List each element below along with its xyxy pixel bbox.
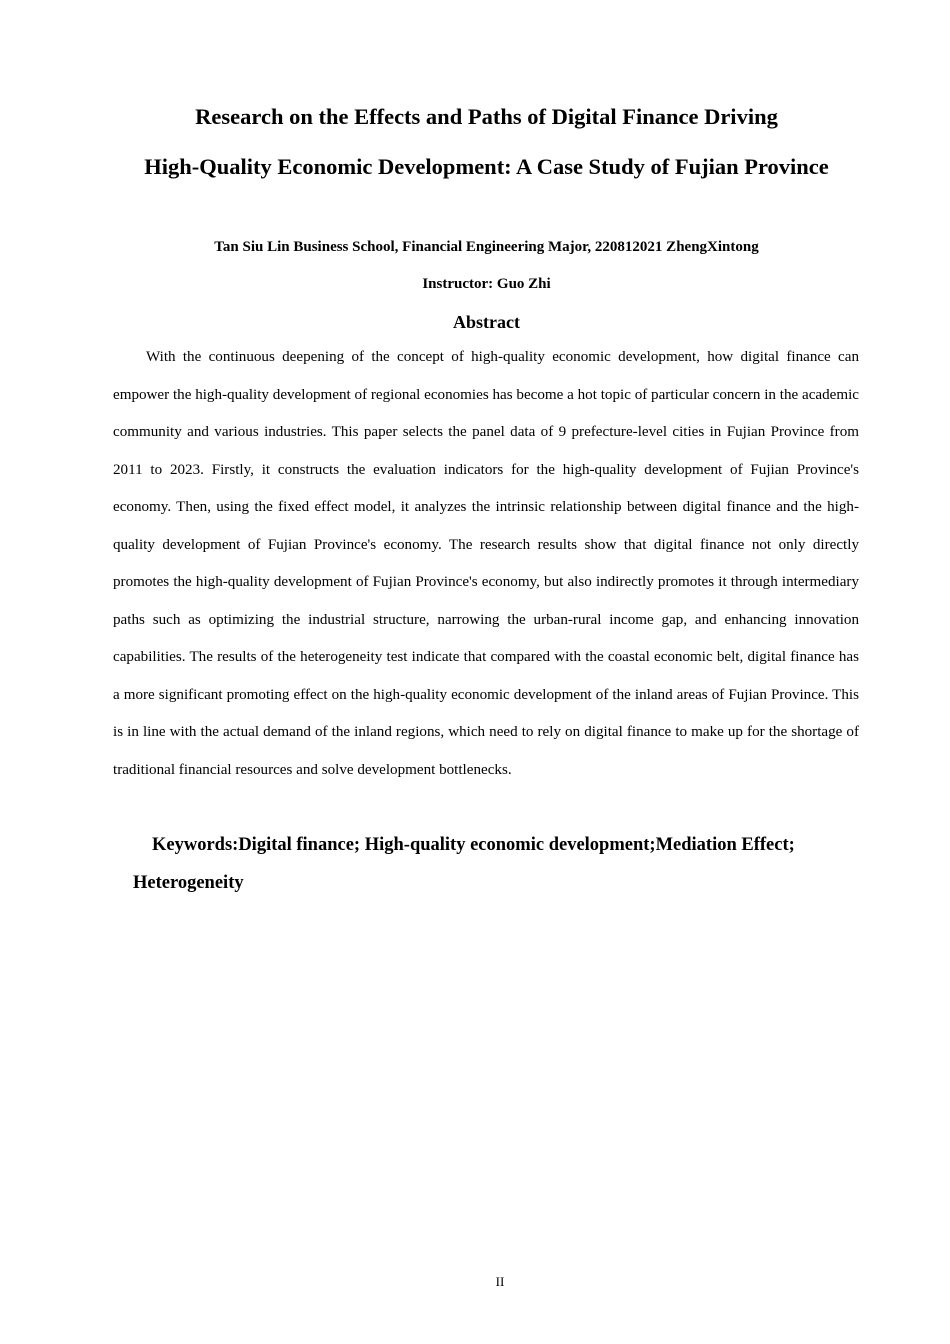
paper-title-line-2: High-Quality Economic Development: A Case Study of Fujian Province — [144, 154, 829, 179]
page-number: II — [495, 1274, 505, 1289]
author-affiliation: Tan Siu Lin Business School, Financial Engineering Major, 220812021 ZhengXintong — [214, 239, 759, 255]
abstract-body: With the continuous deepening of the concept of high-quality economic development, how digital finance can empower the high-quality development of regional economies has become a hot topic of particular concern in the academic community and various industries. This paper selects the panel data of 9 prefecture-level cities in Fujian Province from 2011 to 2023. Firstly, it constructs the evaluation indicators for the high-quality development of Fujian Province's economy. Then, using the fixed effect model, it analyzes the intrinsic relationship between digital finance and the high-quality development of Fujian Province's economy. The research results show that digital finance not only directly promotes the high-quality development of Fujian Province's economy, but also indirectly promotes it through intermediary paths such as optimizing the industrial structure, narrowing the urban-rural income gap, and enhancing innovation capabilities. The results of the heterogeneity test indicate that compared with the coastal economic belt, digital finance has a more significant promoting effect on the high-quality economic development of the inland areas of Fujian Province. This is in line with the actual demand of the inland regions, which need to rely on digital finance to make up for the shortage of traditional financial resources and solve development bottlenecks. — [113, 349, 859, 778]
abstract-heading: Abstract — [453, 312, 520, 332]
paper-title-line-1: Research on the Effects and Paths of Digital Finance Driving — [195, 104, 778, 129]
instructor-line: Instructor: Guo Zhi — [422, 276, 551, 292]
keywords: Keywords:Digital finance; High-quality economic development;Mediation Effect; Heterogeneity — [133, 835, 795, 893]
